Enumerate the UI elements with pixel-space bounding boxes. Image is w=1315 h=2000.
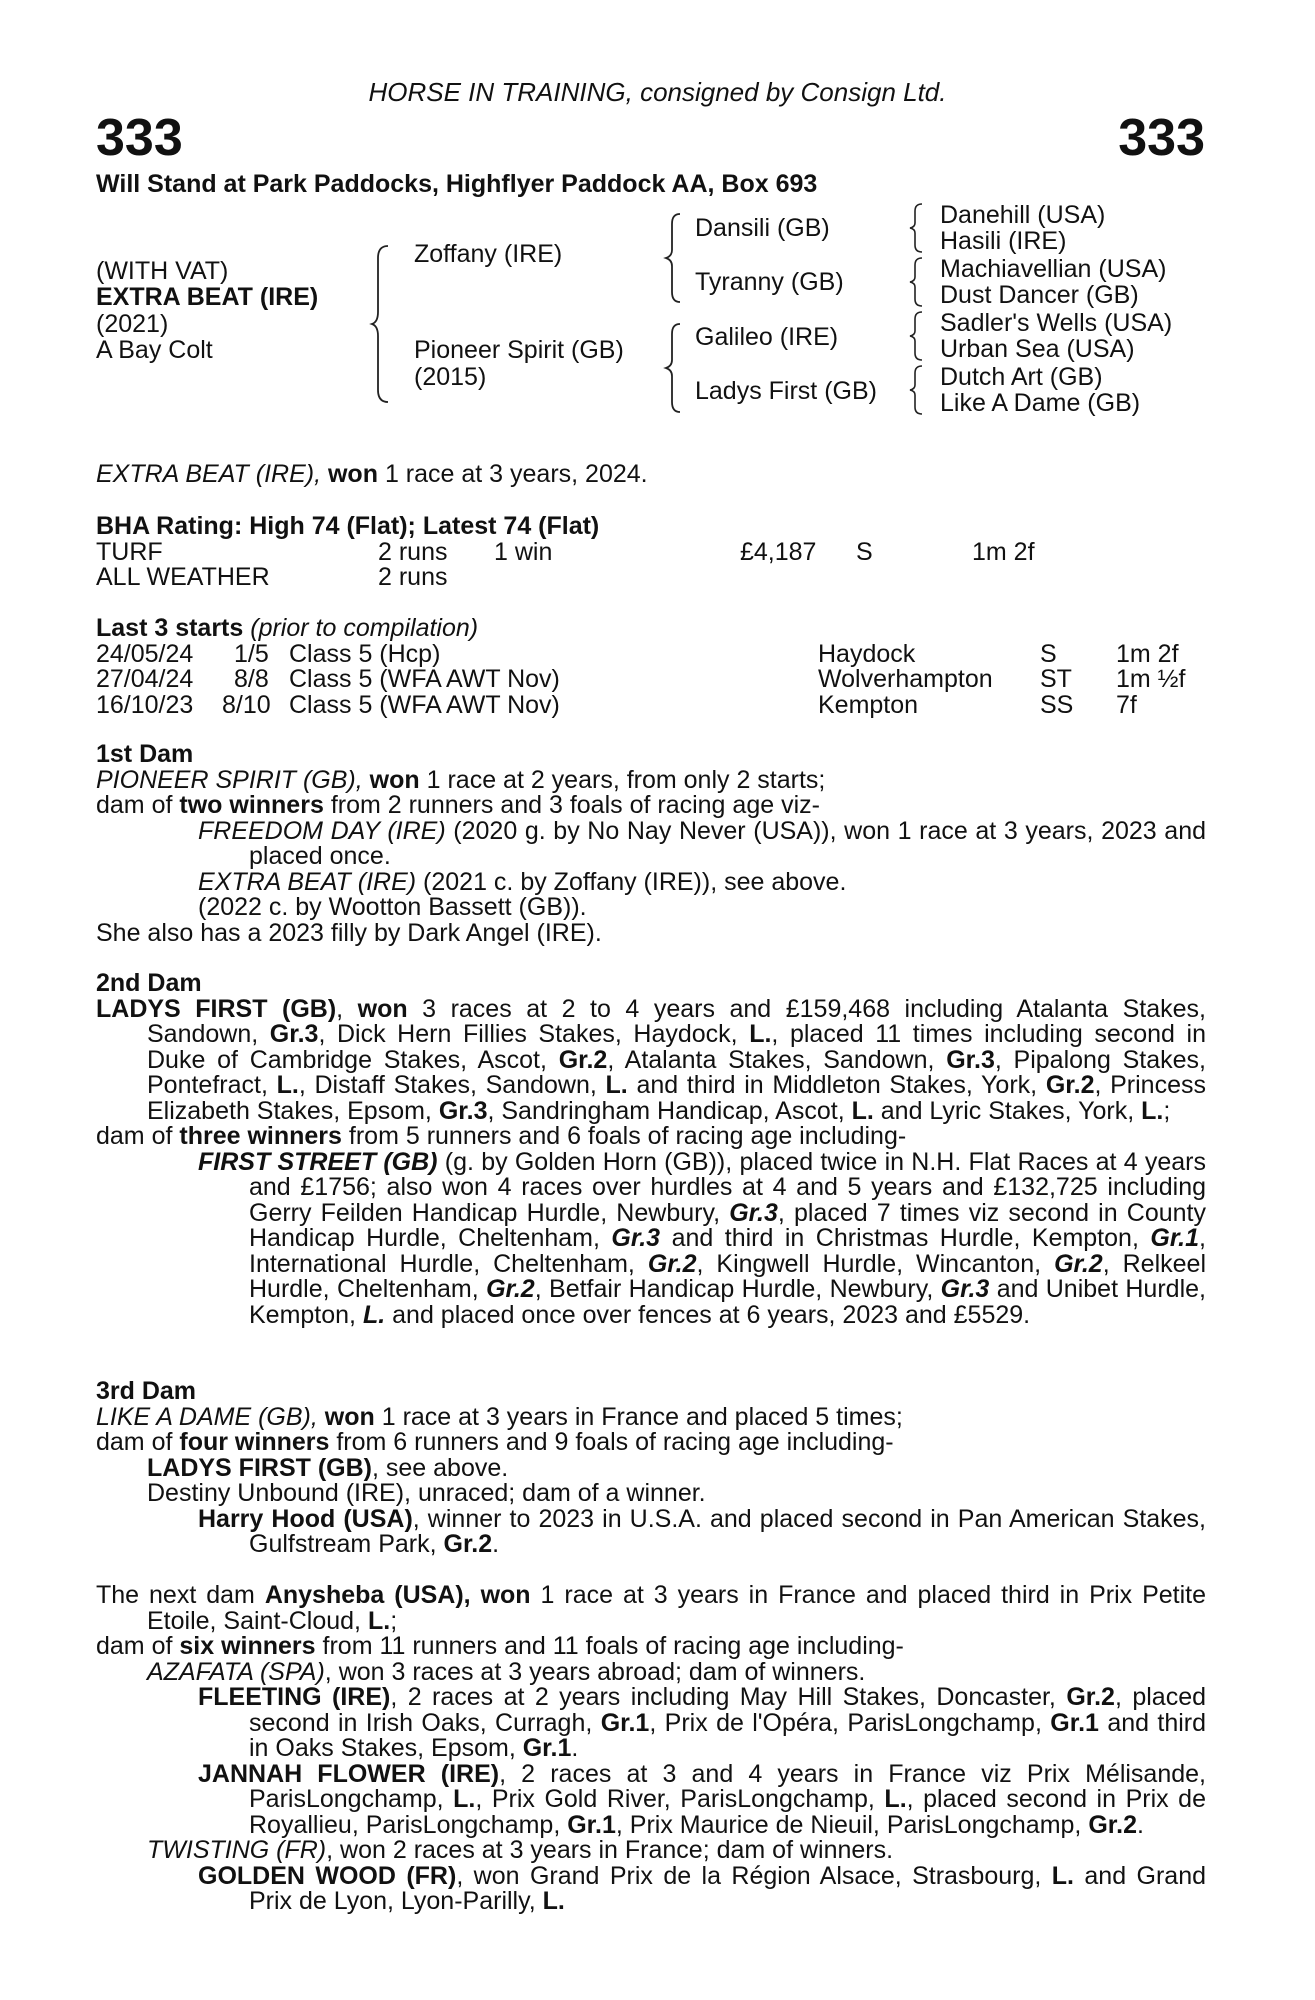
second-dam-produce: dam of three winners from 5 runners and 6 foals of racing age including- [96, 1122, 907, 1150]
produce-2023-filly: She also has a 2023 filly by Dark Angel (IRE). [96, 918, 602, 947]
first-dam-heading: 1st Dam [96, 740, 194, 768]
lot-number-right: 333 [1118, 109, 1205, 167]
next-dam-section [96, 1583, 1206, 1915]
horse-year: (2021) [96, 310, 169, 338]
horse-name: EXTRA BEAT (IRE) [96, 283, 319, 311]
g-brace-2 [910, 257, 924, 307]
g-brace-3 [910, 311, 924, 361]
produce-azafata: AZAFATA (SPA), won 3 races at 3 years abroad; dam of winners. [147, 1657, 866, 1686]
produce-golden-wood: GOLDEN WOOD (FR), won Grand Prix de la Région Alsace, Strasbourg, L. and Grand Prix de Lyon, Lyon-Parilly, L. [198, 1861, 1207, 1915]
gg-8: Like A Dame (GB) [940, 389, 1141, 417]
gg-1: Danehill (USA) [940, 201, 1106, 229]
sire-name: Zoffany (IRE) [414, 240, 563, 268]
gg-3: Machiavellian (USA) [940, 255, 1167, 283]
third-dam-heading: 3rd Dam [96, 1377, 197, 1405]
g-brace-1 [910, 203, 924, 253]
start-row: 16/10/23 8/10 Class 5 (WFA AWT Nov) Kempton SS 7f [96, 690, 1137, 719]
produce-freedom-day: FREEDOM DAY (IRE) (2020 g. by No Nay Never (USA)), won 1 race at 3 years, 2023 and placed once. [198, 816, 1207, 870]
produce-2022-colt: (2022 c. by Wootton Bassett (GB)). [198, 893, 587, 921]
dam-name: Pioneer Spirit (GB) [414, 336, 624, 364]
sire-sire: Dansili (GB) [695, 214, 830, 242]
race-summary: EXTRA BEAT (IRE), won 1 race at 3 years, 2024. [96, 460, 648, 488]
last-starts-title: Last 3 starts [96, 614, 244, 642]
third-dam-section [96, 1379, 1206, 1558]
sire-dam: Tyranny (GB) [695, 268, 844, 296]
third-dam-produce: dam of four winners from 6 runners and 9 foals of racing age including- [96, 1428, 894, 1456]
vat-note: (WITH VAT) [96, 257, 229, 285]
last-starts-note: (prior to compilation) [250, 614, 479, 642]
second-dam-section [96, 971, 1206, 1328]
first-dam-produce: dam of two winners from 2 runners and 3 foals of racing age viz- [96, 791, 820, 819]
sire-brace [666, 212, 682, 304]
produce-destiny-unbound: Destiny Unbound (IRE), unraced; dam of a winner. [147, 1479, 706, 1507]
dam-brace [666, 322, 682, 414]
dam-sire: Galileo (IRE) [695, 323, 839, 351]
gg-6: Urban Sea (USA) [940, 335, 1135, 363]
third-dam-record: LIKE A DAME (GB), won 1 race at 3 years in France and placed 5 times; [96, 1402, 903, 1431]
gg-4: Dust Dancer (GB) [940, 281, 1139, 309]
first-dam-record: PIONEER SPIRIT (GB), won 1 race at 2 years, from only 2 starts; [96, 765, 826, 794]
first-dam-section [96, 742, 1206, 946]
bha-rating-section [96, 514, 1206, 591]
start-row: 24/05/24 1/5 Class 5 (Hcp) Haydock S 1m 2f [96, 639, 1179, 668]
dam-dam: Ladys First (GB) [695, 377, 877, 405]
last-starts-section [96, 616, 1206, 718]
next-dam-produce: dam of six winners from 11 runners and 11 foals of racing age including- [96, 1632, 904, 1660]
produce-fleeting: FLEETING (IRE), 2 races at 2 years including May Hill Stakes, Doncaster, Gr.2, placed second in Irish Oaks, Curragh, Gr.1, Prix de l'Opéra, ParisLongchamp, Gr.1 and third in Oaks Stakes, Epsom, Gr.1. [198, 1683, 1207, 1762]
gg-7: Dutch Art (GB) [940, 363, 1103, 391]
g-brace-4 [910, 365, 924, 415]
second-dam-record: LADYS FIRST (GB), won 3 races at 2 to 4 years and £159,468 including Atalanta Stakes, Sandown, Gr.3, Dick Hern Fillies Stakes, Haydock, L., placed 11 times including second in Duke of Cambridge Stakes, Ascot, Gr.2, Atalanta Stakes, Sandown, Gr.3, Pipalong Stakes, Pontefract, L., Distaff Stakes, Sandown, L. and third in Middleton Stakes, York, Gr.2, Princess Elizabeth Stakes, Epsom, Gr.3, Sandringham Handicap, Ascot, L. and Lyric Stakes, York, L.; [96, 994, 1206, 1125]
produce-jannah-flower: JANNAH FLOWER (IRE), 2 races at 3 and 4 years in France viz Prix Mélisande, ParisLongchamp, L., Prix Gold River, ParisLongchamp, L., placed second in Prix de Royallieu, ParisLongchamp, Gr.1, Prix Maurice de Nieuil, ParisLongchamp, Gr.2. [198, 1759, 1206, 1839]
horse-sex: A Bay Colt [96, 336, 213, 364]
gg-2: Hasili (IRE) [940, 227, 1067, 255]
dam-year: (2015) [414, 363, 487, 391]
start-row: 27/04/24 8/8 Class 5 (WFA AWT Nov) Wolverhampton ST 1m ½f [96, 665, 1186, 693]
next-dam-record: The next dam Anysheba (USA), won 1 race at 3 years in France and placed third in Prix Petite Etoile, Saint-Cloud, L.; [96, 1581, 1207, 1635]
bha-rating-title: BHA Rating: High 74 (Flat); Latest 74 (Flat) [96, 512, 600, 540]
produce-extra-beat: EXTRA BEAT (IRE) (2021 c. by Zoffany (IRE)), see above. [198, 867, 847, 896]
lot-number-left: 333 [96, 109, 183, 167]
rating-row-all-weather: ALL WEATHER 2 runs [96, 563, 448, 591]
catalogue-header: HORSE IN TRAINING, consigned by Consign Ltd. [368, 77, 947, 107]
stand-location: Will Stand at Park Paddocks, Highflyer Paddock AA, Box 693 [96, 170, 818, 198]
gg-5: Sadler's Wells (USA) [940, 309, 1173, 337]
produce-twisting: TWISTING (FR), won 2 races at 3 years in France; dam of winners. [147, 1836, 894, 1864]
produce-harry-hood: Harry Hood (USA), winner to 2023 in U.S.A. and placed second in Pan American Stakes, Gulfstream Park, Gr.2. [198, 1504, 1206, 1558]
produce-first-street: FIRST STREET (GB) (g. by Golden Horn (GB)), placed twice in N.H. Flat Races at 4 years and £1756; also won 4 races over hurdles at 4 and 5 years and £132,725 including Gerry Feilden Handicap Hurdle, Newbury, Gr.3, placed 7 times viz second in County Handicap Hurdle, Cheltenham, Gr.3 and third in Christmas Hurdle, Kempton, Gr.1, International Hurdle, Cheltenham, Gr.2, Kingwell Hurdle, Wincanton, Gr.2, Relkeel Hurdle, Cheltenham, Gr.2, Betfair Handicap Hurdle, Newbury, Gr.3 and Unibet Hurdle, Kempton, L. and placed once over fences at 6 years, 2023 and £5529. [198, 1147, 1207, 1329]
rating-row-turf: TURF 2 runs 1 win £4,187 S 1m 2f [96, 537, 1035, 566]
produce-ladys-first: LADYS FIRST (GB), see above. [147, 1453, 509, 1482]
main-brace [372, 244, 392, 404]
second-dam-heading: 2nd Dam [96, 969, 202, 997]
